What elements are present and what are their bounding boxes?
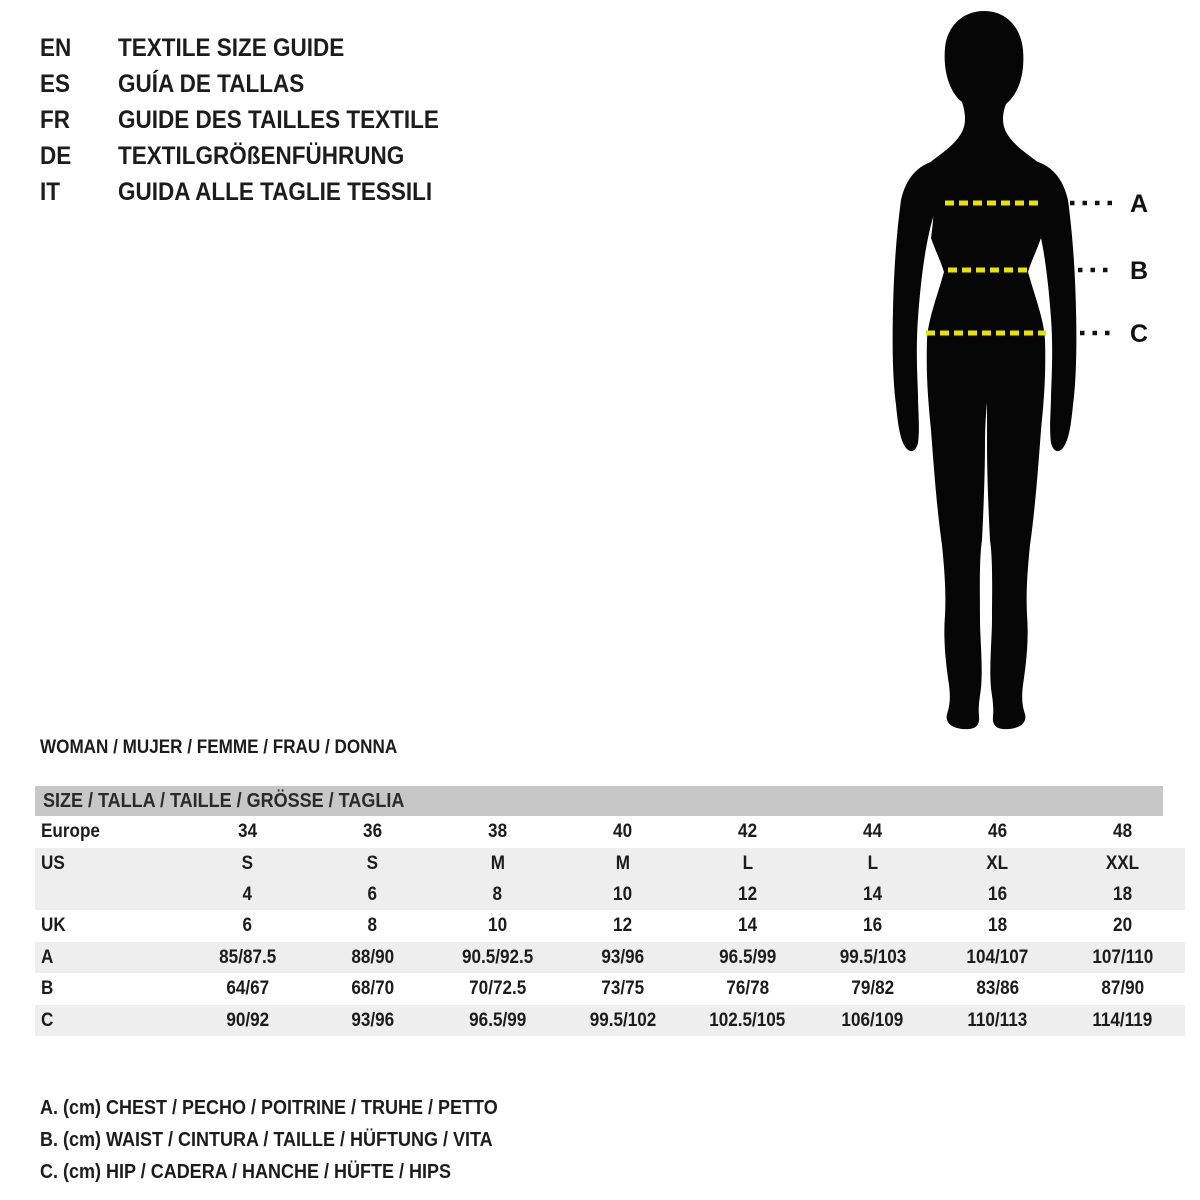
size-cell: 88/90 bbox=[351, 946, 394, 968]
size-cell: 12 bbox=[612, 915, 633, 936]
size-cell: L bbox=[742, 852, 753, 874]
size-cell: S bbox=[241, 852, 254, 874]
size-cell: 16 bbox=[987, 883, 1008, 905]
size-cell: 48 bbox=[1112, 821, 1133, 842]
size-table-header: SIZE / TALLA / TAILLE / GRÖSSE / TAGLIA bbox=[35, 786, 1163, 816]
size-cell: 102.5/105 bbox=[709, 1009, 786, 1031]
lang-code-es: ES bbox=[40, 69, 71, 98]
size-cell: 73/75 bbox=[601, 978, 644, 999]
size-cell: 36 bbox=[362, 821, 383, 842]
table-row-waist bbox=[35, 973, 1185, 1005]
table-row-hip bbox=[35, 1005, 1185, 1036]
size-cell: S bbox=[366, 852, 379, 874]
size-cell: 106/109 bbox=[841, 1009, 904, 1031]
size-cell: 110/113 bbox=[967, 1009, 1028, 1031]
table-row-chest bbox=[35, 942, 1185, 973]
size-cell: 99.5/103 bbox=[839, 946, 906, 968]
size-cell: 46 bbox=[987, 821, 1008, 842]
legend-hip: C. (cm) HIP / CADERA / HANCHE / HÜFTE / HIPS bbox=[40, 1161, 452, 1183]
row-label: Europe bbox=[41, 821, 100, 842]
title-it: GUIDA ALLE TAGLIE TESSILI bbox=[118, 177, 433, 206]
size-cell: 18 bbox=[1112, 883, 1133, 905]
size-cell: 38 bbox=[487, 821, 508, 842]
size-cell: 44 bbox=[862, 821, 883, 842]
size-cell: 93/96 bbox=[601, 946, 644, 968]
title-row-es bbox=[40, 66, 475, 102]
title-row-en bbox=[40, 30, 475, 66]
size-cell: 42 bbox=[737, 821, 758, 842]
title-de: TEXTILGRÖßENFÜHRUNG bbox=[118, 141, 405, 170]
legend-waist: B. (cm) WAIST / CINTURA / TAILLE / HÜFTUNG / VITA bbox=[40, 1129, 493, 1151]
size-cell: 85/87.5 bbox=[218, 946, 277, 968]
title-fr: GUIDE DES TAILLES TEXTILE bbox=[118, 105, 439, 134]
row-label: UK bbox=[41, 915, 66, 936]
size-cell: 79/82 bbox=[851, 978, 894, 999]
size-cell: L bbox=[867, 852, 878, 874]
size-cell: 14 bbox=[737, 915, 758, 936]
size-cell: 96.5/99 bbox=[718, 946, 777, 968]
title-en: TEXTILE SIZE GUIDE bbox=[118, 33, 345, 62]
size-cell: 90.5/92.5 bbox=[461, 946, 534, 968]
gender-heading: WOMAN / MUJER / FEMME / FRAU / DONNA bbox=[40, 737, 398, 758]
lang-code-it: IT bbox=[40, 177, 60, 206]
woman-silhouette-figure bbox=[860, 0, 1200, 760]
measure-label-c: C bbox=[1130, 320, 1149, 348]
size-cell: 96.5/99 bbox=[468, 1009, 527, 1031]
table-row-us bbox=[35, 848, 1185, 910]
size-cell: 99.5/102 bbox=[589, 1009, 656, 1031]
legend-chest: A. (cm) CHEST / PECHO / POITRINE / TRUHE / PETTO bbox=[40, 1097, 498, 1119]
title-row-fr bbox=[40, 102, 475, 138]
title-row-de bbox=[40, 138, 475, 174]
size-cell: 8 bbox=[367, 915, 378, 936]
size-cell: 104/107 bbox=[966, 946, 1029, 968]
measurement-legend bbox=[40, 1092, 549, 1188]
size-cell: 87/90 bbox=[1101, 978, 1144, 999]
lang-code-fr: FR bbox=[40, 105, 70, 134]
size-cell: 64/67 bbox=[226, 978, 269, 999]
lang-code-en: EN bbox=[40, 33, 72, 62]
size-cell: 34 bbox=[237, 821, 258, 842]
lang-code-de: DE bbox=[40, 141, 72, 170]
size-cell: 10 bbox=[487, 915, 508, 936]
size-cell: M bbox=[615, 852, 630, 874]
size-cell: 68/70 bbox=[351, 978, 394, 999]
size-cell: 70/72.5 bbox=[468, 978, 527, 999]
size-cell: 20 bbox=[1112, 915, 1133, 936]
title-language-list bbox=[40, 30, 475, 210]
size-cell: 8 bbox=[492, 883, 503, 905]
size-cell: 12 bbox=[737, 883, 758, 905]
row-label: US bbox=[41, 852, 65, 874]
woman-silhouette bbox=[912, 11, 1057, 729]
size-cell: 90/92 bbox=[226, 1009, 269, 1031]
measure-label-b: B bbox=[1130, 257, 1149, 285]
size-cell: 107/110 bbox=[1092, 946, 1153, 968]
row-label: A bbox=[41, 946, 54, 968]
size-cell: 6 bbox=[367, 883, 378, 905]
row-label: B bbox=[41, 978, 54, 999]
size-cell: 14 bbox=[862, 883, 883, 905]
row-label: C bbox=[41, 1009, 54, 1031]
size-cell: XL bbox=[986, 852, 1009, 874]
measure-label-a: A bbox=[1130, 190, 1149, 218]
size-cell: 40 bbox=[612, 821, 633, 842]
size-cell: XXL bbox=[1105, 852, 1140, 874]
title-es: GUÍA DE TALLAS bbox=[118, 69, 305, 98]
size-cell: 83/86 bbox=[976, 978, 1019, 999]
size-cell: 16 bbox=[862, 915, 883, 936]
title-row-it bbox=[40, 174, 475, 210]
size-table bbox=[35, 786, 1185, 1036]
table-row-uk bbox=[35, 910, 1185, 942]
size-cell: 10 bbox=[612, 883, 633, 905]
table-row-europe bbox=[35, 816, 1185, 848]
size-cell: 6 bbox=[242, 915, 253, 936]
size-cell: 93/96 bbox=[351, 1009, 394, 1031]
size-cell: 114/119 bbox=[1092, 1009, 1153, 1031]
size-cell: 18 bbox=[987, 915, 1008, 936]
size-cell: 4 bbox=[242, 883, 253, 905]
size-cell: M bbox=[490, 852, 505, 874]
size-cell: 76/78 bbox=[726, 978, 769, 999]
